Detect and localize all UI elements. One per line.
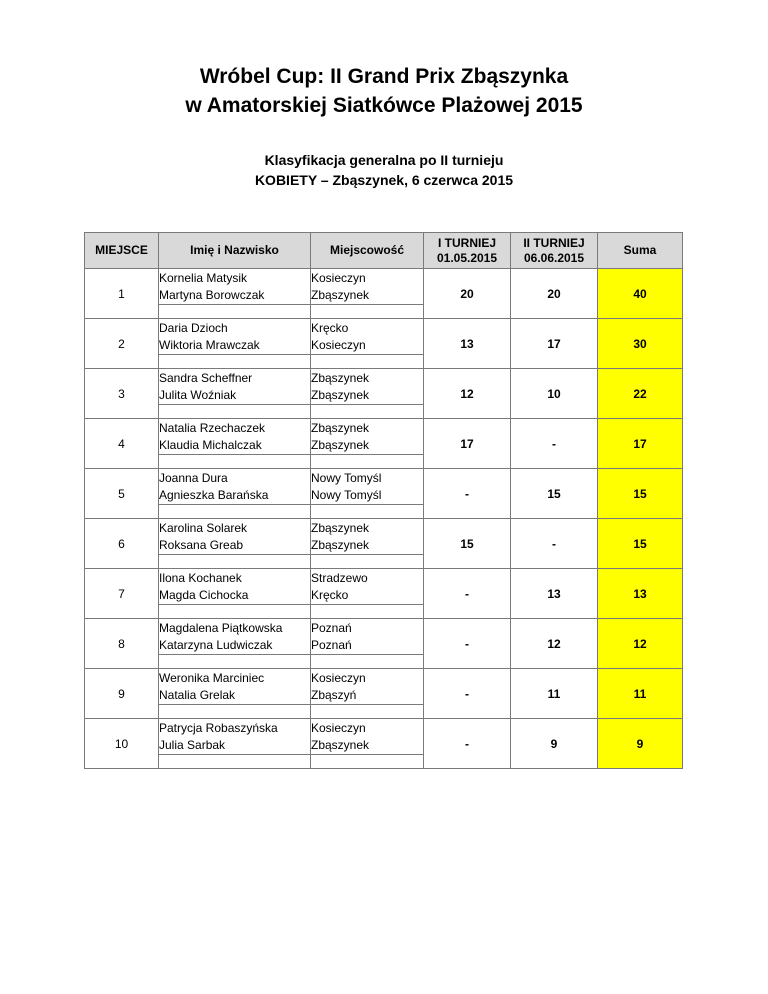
spacer-cell	[159, 455, 311, 469]
player-1-city: Zbąszynek	[311, 520, 370, 535]
cell-tournament-1: -	[424, 619, 511, 669]
cell-tournament-1: -	[424, 569, 511, 619]
header-t2-date: 06.06.2015	[523, 250, 585, 265]
title-line-1: Wróbel Cup: II Grand Prix Zbąszynka	[199, 65, 569, 88]
player-2-city: Zbąszynek	[311, 437, 370, 452]
player-2-city: Zbąszynek	[311, 537, 370, 552]
player-1-city: Nowy Tomyśl	[311, 470, 382, 485]
player-1-city: Kręcko	[311, 320, 349, 335]
player-2-city: Zbąszynek	[311, 287, 370, 302]
spacer-cell	[311, 305, 424, 319]
player-2-name: Katarzyna Ludwiczak	[159, 637, 273, 652]
player-2-name: Klaudia Michalczak	[159, 437, 262, 452]
player-2-name: Wiktoria Mrawczak	[159, 337, 260, 352]
spacer-cell	[159, 355, 311, 369]
cell-cities	[311, 369, 424, 405]
cell-place: 3	[85, 369, 159, 419]
table-row	[85, 269, 683, 305]
player-1-city: Stradzewo	[311, 570, 368, 585]
player-1-name: Patrycja Robaszyńska	[159, 720, 278, 735]
cell-place: 4	[85, 419, 159, 469]
cell-tournament-2: 12	[511, 619, 598, 669]
header-sum: Suma	[598, 233, 683, 269]
header-tournament-1	[424, 233, 511, 269]
spacer-cell	[159, 705, 311, 719]
player-2-name: Martyna Borowczak	[159, 287, 265, 302]
player-1-city: Poznań	[311, 620, 352, 635]
cell-place: 1	[85, 269, 159, 319]
player-2-city: Kręcko	[311, 587, 349, 602]
table-row	[85, 319, 683, 355]
player-1-name: Karolina Solarek	[159, 520, 248, 535]
document-title	[0, 62, 768, 120]
cell-names	[159, 619, 311, 655]
spacer-cell	[311, 455, 424, 469]
cell-names	[159, 319, 311, 355]
spacer-cell	[311, 755, 424, 769]
table-row	[85, 719, 683, 755]
cell-tournament-2: 10	[511, 369, 598, 419]
player-1-city: Kosieczyn	[311, 270, 366, 285]
cell-cities	[311, 519, 424, 555]
table-row	[85, 519, 683, 555]
table-row	[85, 469, 683, 505]
cell-sum: 13	[598, 569, 683, 619]
player-2-name: Magda Cichocka	[159, 587, 249, 602]
cell-names	[159, 569, 311, 605]
results-table	[84, 232, 683, 769]
cell-place: 2	[85, 319, 159, 369]
table-row	[85, 619, 683, 655]
cell-place: 5	[85, 469, 159, 519]
spacer-cell	[159, 305, 311, 319]
spacer-cell	[311, 505, 424, 519]
header-tournament-2	[511, 233, 598, 269]
cell-tournament-2: 15	[511, 469, 598, 519]
player-1-name: Daria Dzioch	[159, 320, 228, 335]
cell-names	[159, 719, 311, 755]
cell-tournament-2: -	[511, 419, 598, 469]
header-t2-label: II TURNIEJ	[523, 235, 585, 250]
spacer-cell	[311, 405, 424, 419]
cell-tournament-1: -	[424, 669, 511, 719]
spacer-cell	[159, 505, 311, 519]
player-2-city: Poznań	[311, 637, 352, 652]
cell-sum: 15	[598, 469, 683, 519]
spacer-cell	[311, 705, 424, 719]
spacer-cell	[159, 605, 311, 619]
cell-cities	[311, 569, 424, 605]
header-t1-date: 01.05.2015	[436, 250, 498, 265]
cell-place: 6	[85, 519, 159, 569]
cell-tournament-2: 20	[511, 269, 598, 319]
cell-tournament-1: 15	[424, 519, 511, 569]
cell-tournament-2: 9	[511, 719, 598, 769]
cell-place: 7	[85, 569, 159, 619]
table-header-row	[85, 233, 683, 269]
player-1-name: Magdalena Piątkowska	[159, 620, 283, 635]
cell-cities	[311, 719, 424, 755]
cell-place: 8	[85, 619, 159, 669]
spacer-cell	[159, 655, 311, 669]
player-2-name: Agnieszka Barańska	[159, 487, 269, 502]
table-row	[85, 419, 683, 455]
spacer-cell	[159, 405, 311, 419]
cell-place: 10	[85, 719, 159, 769]
cell-tournament-1: 12	[424, 369, 511, 419]
spacer-cell	[311, 355, 424, 369]
table-body	[85, 269, 683, 769]
cell-tournament-2: -	[511, 519, 598, 569]
player-2-city: Zbąszynek	[311, 737, 370, 752]
subtitle-line-2: KOBIETY – Zbąszynek, 6 czerwca 2015	[254, 172, 514, 188]
cell-tournament-1: 20	[424, 269, 511, 319]
player-2-city: Kosieczyn	[311, 337, 366, 352]
table-row	[85, 669, 683, 705]
player-2-city: Zbąszyń	[311, 687, 357, 702]
player-2-name: Julia Sarbak	[159, 737, 226, 752]
cell-tournament-1: 13	[424, 319, 511, 369]
player-2-name: Roksana Greab	[159, 537, 244, 552]
cell-tournament-1: 17	[424, 419, 511, 469]
player-1-name: Joanna Dura	[159, 470, 228, 485]
cell-names	[159, 369, 311, 405]
cell-tournament-2: 11	[511, 669, 598, 719]
title-line-2: w Amatorskiej Siatkówce Plażowej 2015	[185, 94, 583, 117]
cell-sum: 9	[598, 719, 683, 769]
player-1-city: Kosieczyn	[311, 720, 366, 735]
cell-cities	[311, 669, 424, 705]
cell-names	[159, 419, 311, 455]
player-1-name: Natalia Rzechaczek	[159, 420, 266, 435]
spacer-cell	[159, 755, 311, 769]
cell-sum: 17	[598, 419, 683, 469]
cell-cities	[311, 419, 424, 455]
player-2-city: Nowy Tomyśl	[311, 487, 382, 502]
player-1-city: Kosieczyn	[311, 670, 366, 685]
player-1-city: Zbąszynek	[311, 420, 370, 435]
player-1-city: Zbąszynek	[311, 370, 370, 385]
cell-names	[159, 269, 311, 305]
player-2-name: Natalia Grelak	[159, 687, 236, 702]
table-row	[85, 569, 683, 605]
spacer-cell	[311, 655, 424, 669]
cell-cities	[311, 619, 424, 655]
player-1-name: Sandra Scheffner	[159, 370, 253, 385]
cell-names	[159, 519, 311, 555]
cell-sum: 12	[598, 619, 683, 669]
cell-place: 9	[85, 669, 159, 719]
cell-cities	[311, 269, 424, 305]
player-2-city: Zbąszynek	[311, 387, 370, 402]
cell-sum: 40	[598, 269, 683, 319]
document-subtitle	[0, 150, 768, 190]
cell-sum: 30	[598, 319, 683, 369]
player-1-name: Kornelia Matysik	[159, 270, 248, 285]
player-2-name: Julita Woźniak	[159, 387, 237, 402]
player-1-name: Weronika Marciniec	[159, 670, 265, 685]
spacer-cell	[311, 605, 424, 619]
header-name: Imię i Nazwisko	[159, 233, 311, 269]
cell-tournament-2: 17	[511, 319, 598, 369]
cell-names	[159, 469, 311, 505]
player-1-name: Ilona Kochanek	[159, 570, 242, 585]
subtitle-line-1: Klasyfikacja generalna po II turnieju	[264, 152, 504, 168]
cell-sum: 15	[598, 519, 683, 569]
spacer-cell	[311, 555, 424, 569]
cell-sum: 22	[598, 369, 683, 419]
cell-tournament-2: 13	[511, 569, 598, 619]
spacer-cell	[159, 555, 311, 569]
header-city: Miejscowość	[311, 233, 424, 269]
cell-names	[159, 669, 311, 705]
cell-tournament-1: -	[424, 469, 511, 519]
header-place: MIEJSCE	[85, 233, 159, 269]
cell-tournament-1: -	[424, 719, 511, 769]
cell-cities	[311, 469, 424, 505]
cell-sum: 11	[598, 669, 683, 719]
table-row	[85, 369, 683, 405]
header-t1-label: I TURNIEJ	[437, 235, 496, 250]
cell-cities	[311, 319, 424, 355]
